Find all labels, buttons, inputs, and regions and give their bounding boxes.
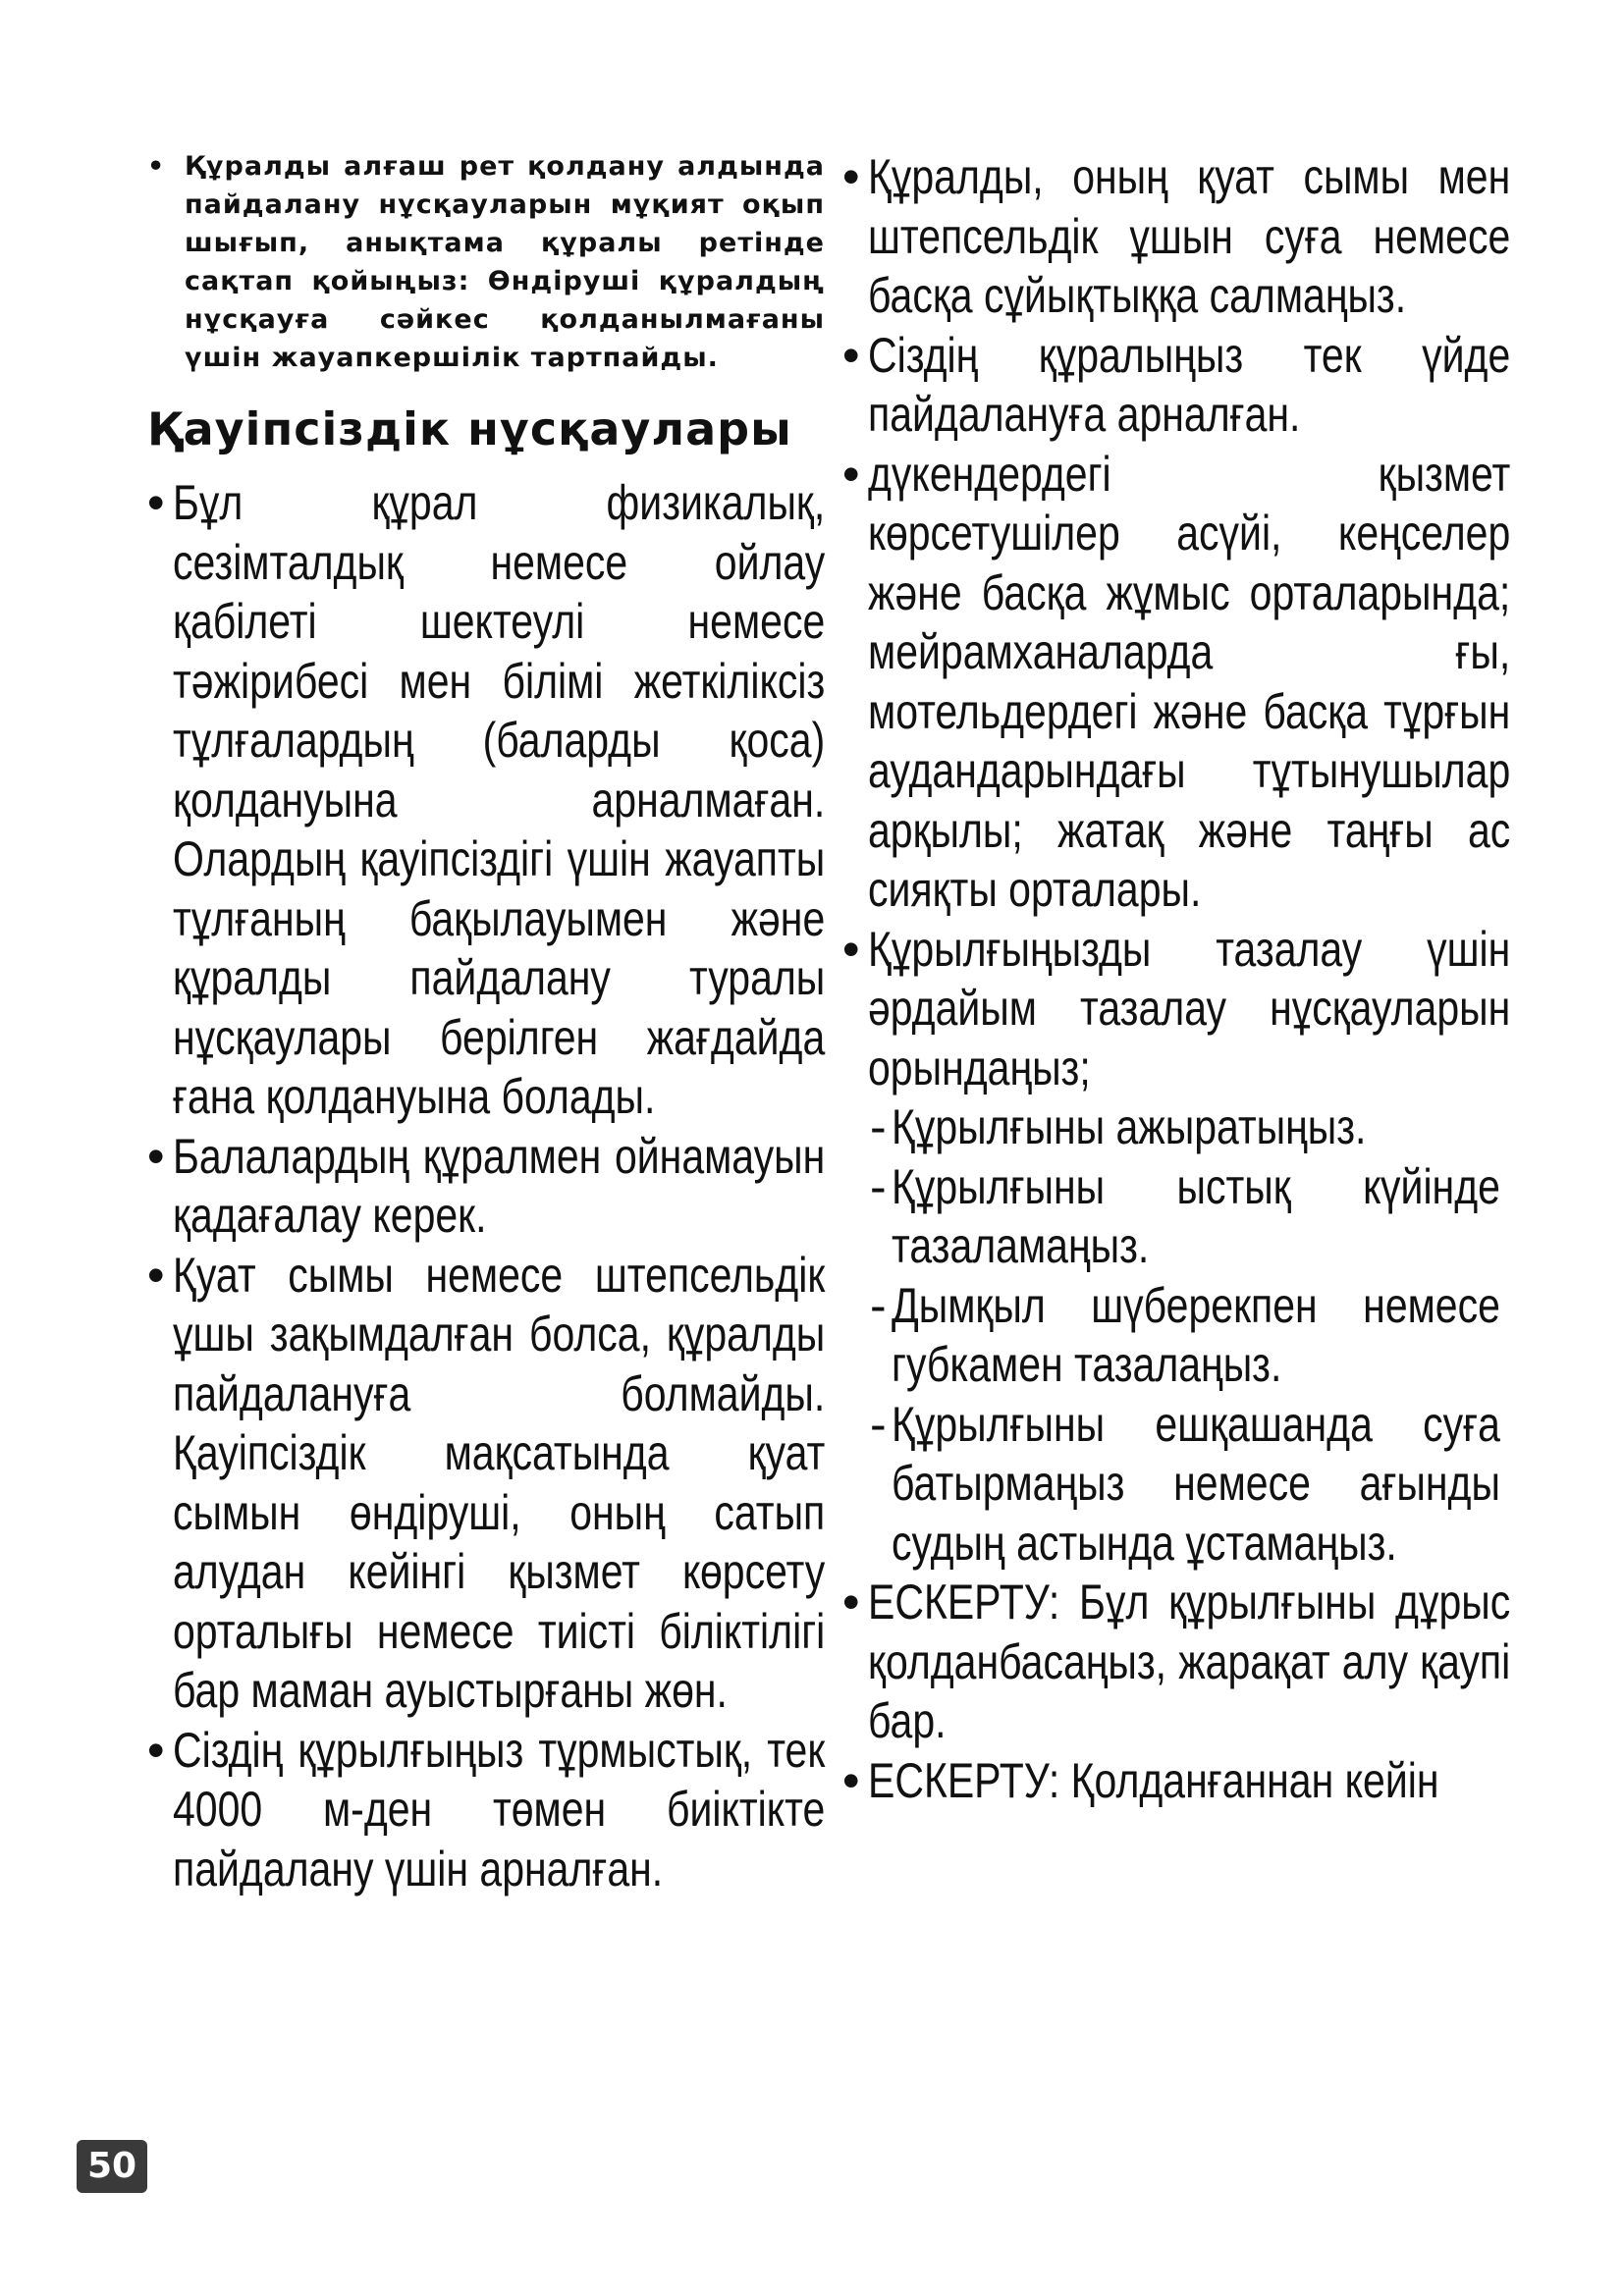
intro-paragraph bbox=[137, 147, 825, 377]
page-number-badge: 50 bbox=[77, 2140, 147, 2193]
list-item bbox=[137, 1721, 825, 1899]
warning-text: ЕСКЕРТУ: Бұл құрылғыны дұрыс қолданбасаңыз, жарақат алу қаупі бар. bbox=[868, 1575, 1511, 1748]
warning-item bbox=[833, 1751, 1510, 1811]
left-column bbox=[137, 147, 825, 1898]
list-item bbox=[137, 473, 825, 1127]
dash-glyph: - bbox=[870, 1099, 887, 1154]
list-item bbox=[833, 326, 1510, 445]
list-item bbox=[833, 147, 1510, 326]
bullet-glyph: • bbox=[147, 1247, 165, 1303]
dash-glyph: - bbox=[870, 1396, 887, 1452]
right-safety-list bbox=[833, 147, 1510, 1097]
bullet-glyph: • bbox=[147, 475, 165, 530]
list-item-text: Сіздің құрылғыңыз тұрмыстық, тек 4000 м-ден төмен биіктікте пайдалану үшін арналған. bbox=[173, 1722, 826, 1896]
bullet-glyph: • bbox=[147, 1722, 165, 1778]
cleaning-step-text: Құрылғыны ыстық күйінде тазаламаңыз. bbox=[892, 1158, 1500, 1273]
dash-glyph: - bbox=[870, 1277, 887, 1333]
cleaning-step-text: Дымқыл шүберекпен немесе губкамен тазалаңыз. bbox=[892, 1277, 1500, 1392]
list-item bbox=[137, 1246, 825, 1721]
bullet-glyph: • bbox=[842, 921, 860, 977]
list-item-text: Қуат сымы немесе штепсельдік ұшы зақымдалған болса, құралды пайдалануға болмайды. Қауіпсіздік мақсатында қуат сымын өндіруші, оның сатып алудан кейінгі қызмет көрсету орталығы немесе тиісті біліктілігі бар маман ауыстырғаны жөн. bbox=[173, 1247, 826, 1718]
bullet-glyph: • bbox=[147, 151, 166, 182]
bullet-glyph: • bbox=[842, 1575, 860, 1629]
bullet-glyph: • bbox=[147, 1128, 165, 1184]
warnings-list bbox=[833, 1573, 1510, 1810]
list-item-text: Бұл құрал физикалық, сезімталдық немесе ойлау қабілеті шектеулі немесе тәжірибесі мен білімі жеткіліксіз тұлғалардың (баларды қоса) қолдануына арналмаған. Олардың қауіпсіздігі үшін жауапты тұлғаның бақылауымен және құралды пайдалану туралы нұсқаулары берілген жағдайда ғана қолдануына болады. bbox=[173, 475, 826, 1124]
cleaning-step bbox=[833, 1097, 1510, 1157]
bullet-glyph: • bbox=[842, 1752, 860, 1808]
intro-text: Құралды алғаш рет қолдану алдында пайдалану нұсқауларын мұқият оқып шығып, анықтама құралы ретінде сақтап қойыңыз: Өндіруші құралдың нұсқауға сәйкес қолданылмағаны үшін жауапкершілік тартпайды. bbox=[185, 151, 825, 373]
section-title: Қауіпсіздік нұсқаулары bbox=[147, 402, 792, 455]
cleaning-step-text: Құрылғыны ешқашанда суға батырмаңыз немесе ағынды судың астында ұстамаңыз. bbox=[892, 1396, 1500, 1571]
left-safety-list bbox=[137, 473, 825, 1898]
right-column bbox=[833, 147, 1510, 1810]
cleaning-step bbox=[833, 1276, 1510, 1395]
cleaning-step bbox=[833, 1157, 1510, 1276]
bullet-glyph: • bbox=[842, 327, 860, 383]
dash-glyph: - bbox=[870, 1158, 887, 1214]
list-item-text: Құралды, оның қуат сымы мен штепсельдік ұшын суға немесе басқа сұйықтыққа салмаңыз. bbox=[868, 149, 1511, 323]
warning-text: ЕСКЕРТУ: Қолданғаннан кейін bbox=[868, 1752, 1439, 1808]
list-item-text: Сіздің құралыңыз тек үйде пайдалануға арналған. bbox=[868, 327, 1511, 442]
list-item bbox=[833, 920, 1510, 1098]
list-item bbox=[137, 1127, 825, 1246]
cleaning-step bbox=[833, 1395, 1510, 1574]
cleaning-step-text: Құрылғыны ажыратыңыз. bbox=[892, 1099, 1367, 1154]
bullet-glyph: • bbox=[842, 149, 860, 204]
warning-item bbox=[833, 1573, 1510, 1751]
cleaning-steps-list bbox=[833, 1097, 1510, 1573]
list-item-text: Құрылғыңызды тазалау үшін әрдайым тазалау нұсқауларын орындаңыз; bbox=[868, 921, 1511, 1095]
list-item-text: Балалардың құралмен ойнамауын қадағалау керек. bbox=[173, 1128, 826, 1243]
bullet-glyph: • bbox=[842, 446, 860, 502]
intro-note bbox=[137, 147, 825, 377]
list-item-text: дүкендердегі қызмет көрсетушілер асүйі, кеңселер және басқа жұмыс орталарында; мейрамханаларда ғы, мотельдердегі және басқа тұрғын аудандарындағы тұтынушылар арқылы; жатақ және таңғы ас сияқты орталары. bbox=[868, 446, 1511, 917]
list-item bbox=[833, 445, 1510, 920]
